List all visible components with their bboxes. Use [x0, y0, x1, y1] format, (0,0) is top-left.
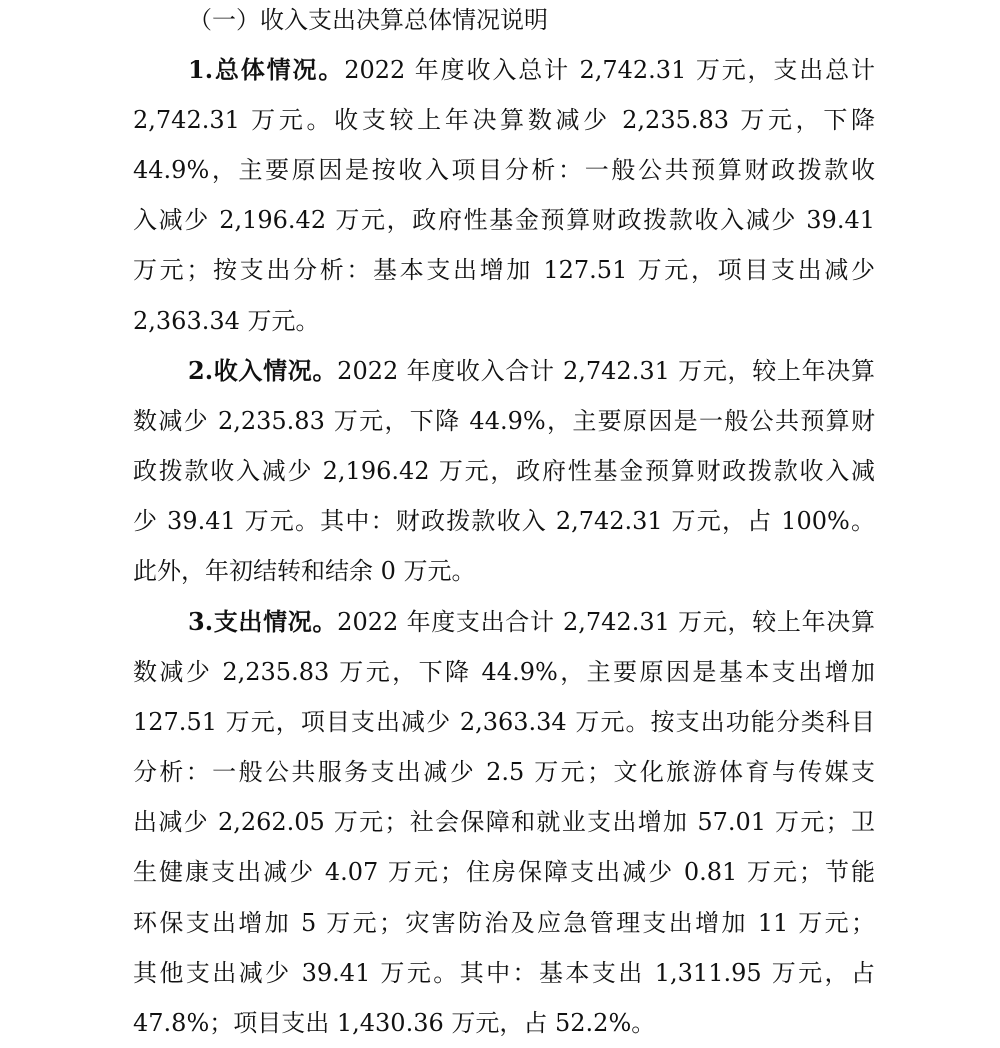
paragraph-line: 47.8%；项目支出 1,430.36 万元，占 52.2%。: [133, 1009, 656, 1037]
paragraph-line: 数减少 2,235.83 万元，下降 44.9%，主要原因是一般公共预算财: [133, 407, 875, 435]
paragraph-line: 其他支出减少 39.41 万元。其中：基本支出 1,311.95 万元，占: [133, 959, 875, 987]
paragraph-line: 少 39.41 万元。其中：财政拨款收入 2,742.31 万元，占 100%。: [133, 507, 875, 535]
paragraph-line: 2,742.31 万元。收支较上年决算数减少 2,235.83 万元，下降: [133, 106, 875, 134]
paragraph-line: 政拨款收入减少 2,196.42 万元，政府性基金预算财政拨款收入减: [133, 457, 875, 485]
paragraph-lead: 1.总体情况。: [188, 55, 345, 84]
paragraph-line: [188, 597, 875, 647]
paragraph-line: 出减少 2,262.05 万元；社会保障和就业支出增加 57.01 万元；卫: [133, 808, 875, 836]
paragraph-text: 2022 年度收入总计 2,742.31 万元，支出总计: [344, 56, 875, 84]
paragraph-lead: 3.支出情况。: [188, 607, 338, 636]
paragraph-line: 万元；按支出分析：基本支出增加 127.51 万元，项目支出减少: [133, 256, 875, 284]
paragraph-line: 44.9%，主要原因是按收入项目分析：一般公共预算财政拨款收: [133, 156, 875, 184]
paragraph-line: [188, 45, 875, 95]
paragraph-line: [188, 346, 875, 396]
section-heading: （一）收入支出决算总体情况说明: [188, 6, 548, 34]
paragraph-line: 生健康支出减少 4.07 万元；住房保障支出减少 0.81 万元；节能: [133, 858, 875, 886]
paragraph-line: 2,363.34 万元。: [133, 307, 320, 335]
paragraph-line: 数减少 2,235.83 万元，下降 44.9%，主要原因是基本支出增加: [133, 658, 875, 686]
paragraph-lead: 2.收入情况。: [188, 356, 338, 385]
paragraph-line: 此外，年初结转和结余 0 万元。: [133, 557, 476, 585]
paragraph-line: 入减少 2,196.42 万元，政府性基金预算财政拨款收入减少 39.41: [133, 206, 875, 234]
paragraph-line: 环保支出增加 5 万元；灾害防治及应急管理支出增加 11 万元；: [133, 909, 875, 937]
paragraph-line: 127.51 万元，项目支出减少 2,363.34 万元。按支出功能分类科目: [133, 708, 875, 736]
paragraph-text: 2022 年度收入合计 2,742.31 万元，较上年决算: [337, 357, 875, 385]
paragraph-text: 2022 年度支出合计 2,742.31 万元，较上年决算: [337, 608, 875, 636]
paragraph-line: 分析：一般公共服务支出减少 2.5 万元；文化旅游体育与传媒支: [133, 758, 875, 786]
